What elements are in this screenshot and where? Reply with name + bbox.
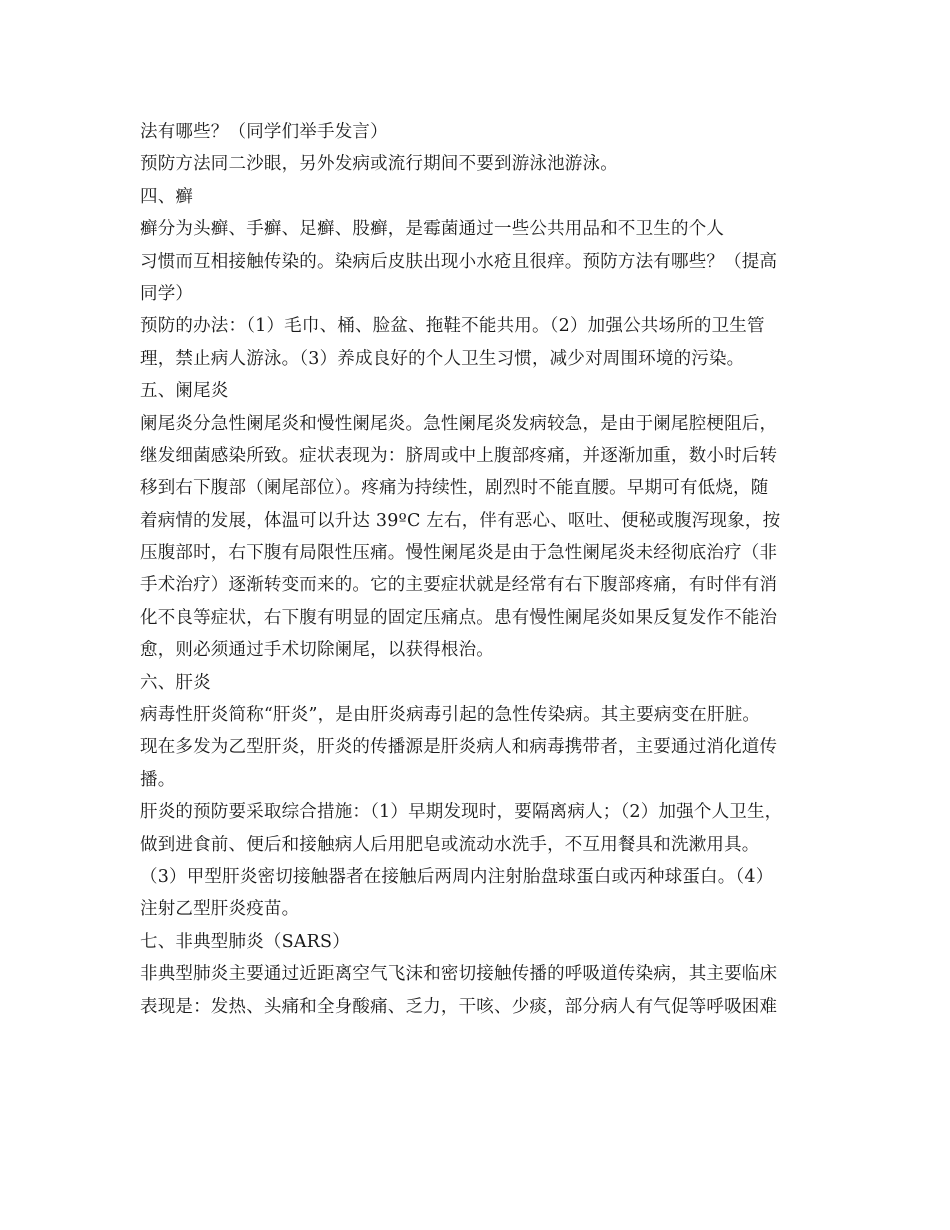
text-line: 表现是：发热、头痛和全身酸痛、乏力，干咳、少痰，部分病人有气促等呼吸困难 [140,996,778,1017]
text-line: 阑尾炎分急性阑尾炎和慢性阑尾炎。急性阑尾炎发病较急，是由于阑尾腔梗阻后， [140,413,778,434]
text-line: 非典型肺炎主要通过近距离空气飞沫和密切接触传播的呼吸道传染病，其主要临床 [140,964,778,985]
text-line: 着病情的发展，体温可以升达 39ºC 左右，伴有恶心、呕吐、便秘或腹泻现象，按 [140,510,781,531]
section-heading: 五、阑尾炎 [140,381,229,402]
text-line: 现在多发为乙型肝炎，肝炎的传播源是肝炎病人和病毒携带者，主要通过消化道传 [140,737,778,758]
text-line: 习惯而互相接触传染的。染病后皮肤出现小水疮且很痒。预防方法有哪些？（提高 [140,251,778,272]
text-line: 癣分为头癣、手癣、足癣、股癣，是霉菌通过一些公共用品和不卫生的个人 [140,219,725,240]
section-heading: 七、非典型肺炎（SARS） [140,931,350,952]
text-line: （3）甲型肝炎密切接触器者在接触后两周内注射胎盘球蛋白或丙种球蛋白。（4） [140,866,774,887]
text-line: 预防方法同二沙眼，另外发病或流行期间不要到游泳池游泳。 [140,154,618,175]
text-line: 病毒性肝炎简称“肝炎”，是由肝炎病毒引起的急性传染病。其主要病变在肝脏。 [140,705,761,726]
section-heading: 四、癣 [140,186,194,207]
text-line: 肝炎的预防要采取综合措施：（1）早期发现时，要隔离病人；（2）加强个人卫生， [140,802,783,823]
text-line: 同学） [140,283,194,304]
text-line: 做到进食前、便后和接触病人后用肥皂或流动水洗手，不互用餐具和洗漱用具。 [140,834,760,855]
text-line: 注射乙型肝炎疫苗。 [140,899,300,920]
document-body [140,116,830,1023]
text-line: 理，禁止病人游泳。（3）养成良好的个人卫生习惯，减少对周围环境的污染。 [140,348,745,369]
text-line: 法有哪些？（同学们举手发言） [140,122,388,142]
text-line: 化不良等症状，右下腹有明显的固定压痛点。患有慢性阑尾炎如果反复发作不能治 [140,607,778,628]
text-line: 预防的办法：（1）毛巾、桶、脸盆、拖鞋不能共用。（2）加强公共场所的卫生管 [140,316,765,337]
text-line: 压腹部时，右下腹有局限性压痛。慢性阑尾炎是由于急性阑尾炎未经彻底治疗（非 [140,543,778,564]
text-line: 继发细菌感染所致。症状表现为：脐周或中上腹部疼痛，并逐渐加重，数小时后转 [140,445,778,466]
text-line: 移到右下腹部（阑尾部位）。疼痛为持续性，剧烈时不能直腰。早期可有低烧，随 [140,478,769,499]
text-line: 愈，则必须通过手术切除阑尾，以获得根治。 [140,640,494,661]
text-line: 播。 [140,769,176,790]
text-line: 手术治疗）逐渐转变而来的。它的主要症状就是经常有右下腹部疼痛，有时伴有消 [140,575,778,596]
section-heading: 六、肝炎 [140,672,211,693]
